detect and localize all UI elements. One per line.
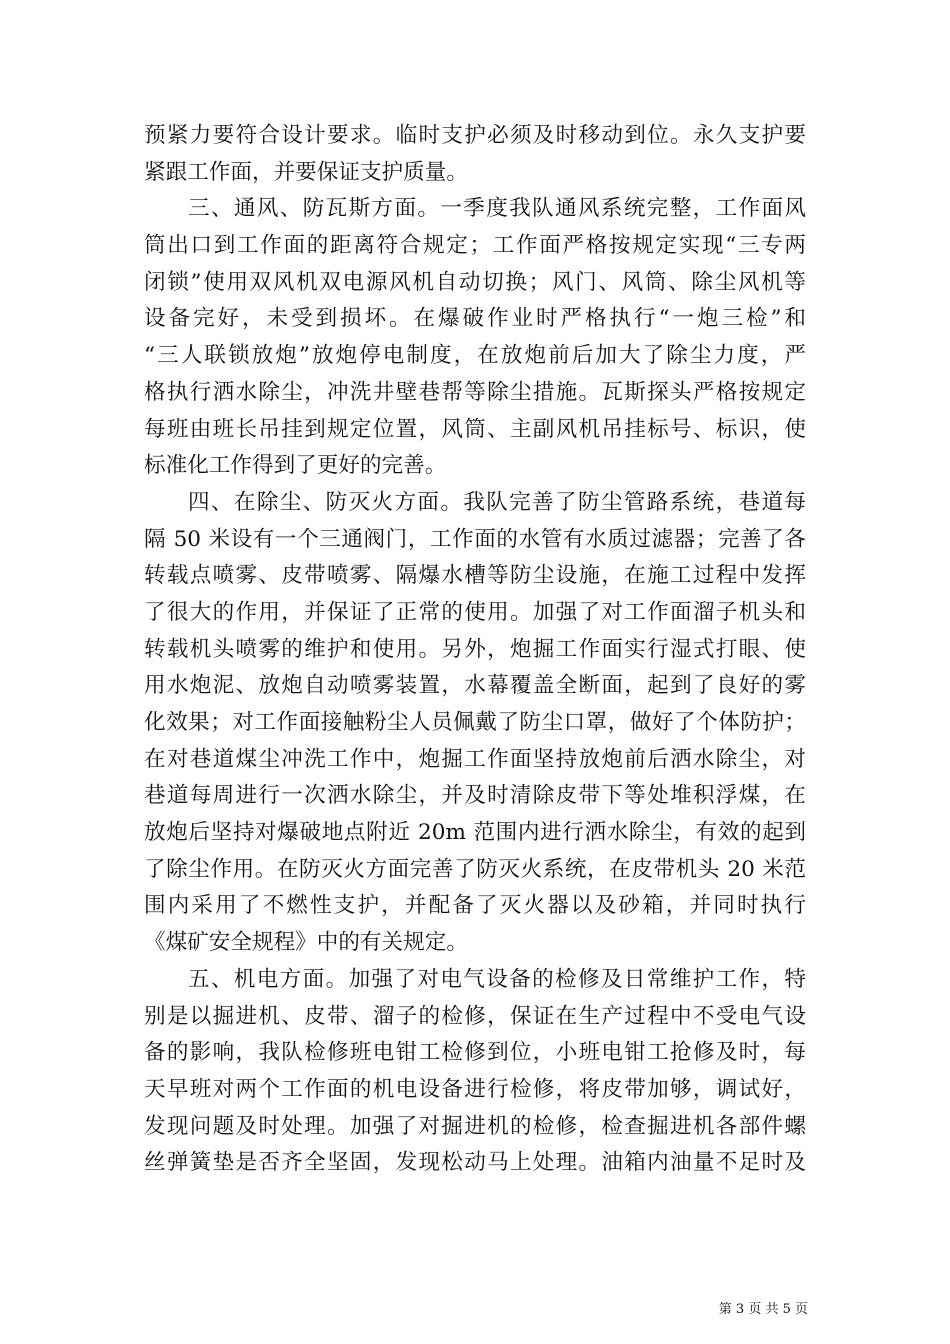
text-line: “三人联锁放炮”放炮停电制度，在放炮前后加大了除尘力度，严 (144, 343, 806, 369)
text-line: 筒出口到工作面的距离符合规定；工作面严格按规定实现“三专两 (144, 233, 806, 259)
text-line: 别是以掘进机、皮带、溜子的检修，保证在生产过程中不受电气设 (144, 1003, 806, 1029)
text-line: 《煤矿安全规程》中的有关规定。 (144, 930, 468, 956)
text-line: 放炮后坚持对爆破地点附近 20m 范围内进行洒水除尘，有效的起到 (144, 820, 806, 846)
text-line: 转载点喷雾、皮带喷雾、隔爆水槽等防尘设施，在施工过程中发挥 (144, 563, 806, 589)
text-line: 了很大的作用，并保证了正常的使用。加强了对工作面溜子机头和 (144, 599, 806, 625)
text-line: 用水炮泥、放炮自动喷雾装置，水幕覆盖全断面，起到了良好的雾 (144, 673, 806, 699)
text-line: 转载机头喷雾的维护和使用。另外，炮掘工作面实行湿式打眼、使 (144, 636, 806, 662)
text-line: 化效果；对工作面接触粉尘人员佩戴了防尘口罩，做好了个体防护； (144, 710, 806, 735)
paragraph-first-line: 四、在除尘、防灭火方面。我队完善了防尘管路系统，巷道每 (188, 489, 806, 515)
text-line: 天早班对两个工作面的机电设备进行检修，将皮带加够，调试好， (144, 1076, 806, 1102)
text-line: 紧跟工作面，并要保证支护质量。 (144, 159, 468, 185)
document-body (144, 118, 806, 1182)
text-line: 隔 50 米设有一个三通阀门，工作面的水管有水质过滤器；完善了各 (144, 526, 806, 552)
text-line: 每班由班长吊挂到规定位置，风筒、主副风机吊挂标号、标识，使 (144, 416, 806, 442)
text-line: 标准化工作得到了更好的完善。 (144, 453, 447, 479)
text-line: 丝弹簧垫是否齐全坚固，发现松动马上处理。油箱内油量不足时及 (144, 1150, 806, 1176)
paragraph-first-line: 五、机电方面。加强了对电气设备的检修及日常维护工作，特 (188, 966, 806, 992)
text-line: 了除尘作用。在防灭火方面完善了防灭火系统，在皮带机头 20 米范 (144, 856, 806, 882)
text-line: 格执行洒水除尘，冲洗井壁巷帮等除尘措施。瓦斯探头严格按规定 (144, 379, 806, 405)
text-line: 巷道每周进行一次洒水除尘，并及时清除皮带下等处堆积浮煤，在 (144, 783, 806, 809)
text-line: 发现问题及时处理。加强了对掘进机的检修，检查掘进机各部件螺 (144, 1113, 806, 1139)
text-line: 围内采用了不燃性支护，并配备了灭火器以及砂箱，并同时执行 (144, 893, 806, 919)
paragraph-first-line: 三、通风、防瓦斯方面。一季度我队通风系统完整，工作面风 (188, 196, 806, 222)
text-line: 预紧力要符合设计要求。临时支护必须及时移动到位。永久支护要 (144, 123, 806, 148)
text-line: 设备完好，未受到损坏。在爆破作业时严格执行“一炮三检”和 (144, 306, 806, 332)
page-number-footer: 第 3 页 共 5 页 (718, 1302, 808, 1317)
text-line: 备的影响，我队检修班电钳工检修到位，小班电钳工抢修及时，每 (144, 1040, 806, 1066)
text-line: 在对巷道煤尘冲洗工作中，炮掘工作面坚持放炮前后洒水除尘，对 (144, 746, 806, 772)
text-line: 闭锁”使用双风机双电源风机自动切换；风门、风筒、除尘风机等 (144, 269, 806, 295)
